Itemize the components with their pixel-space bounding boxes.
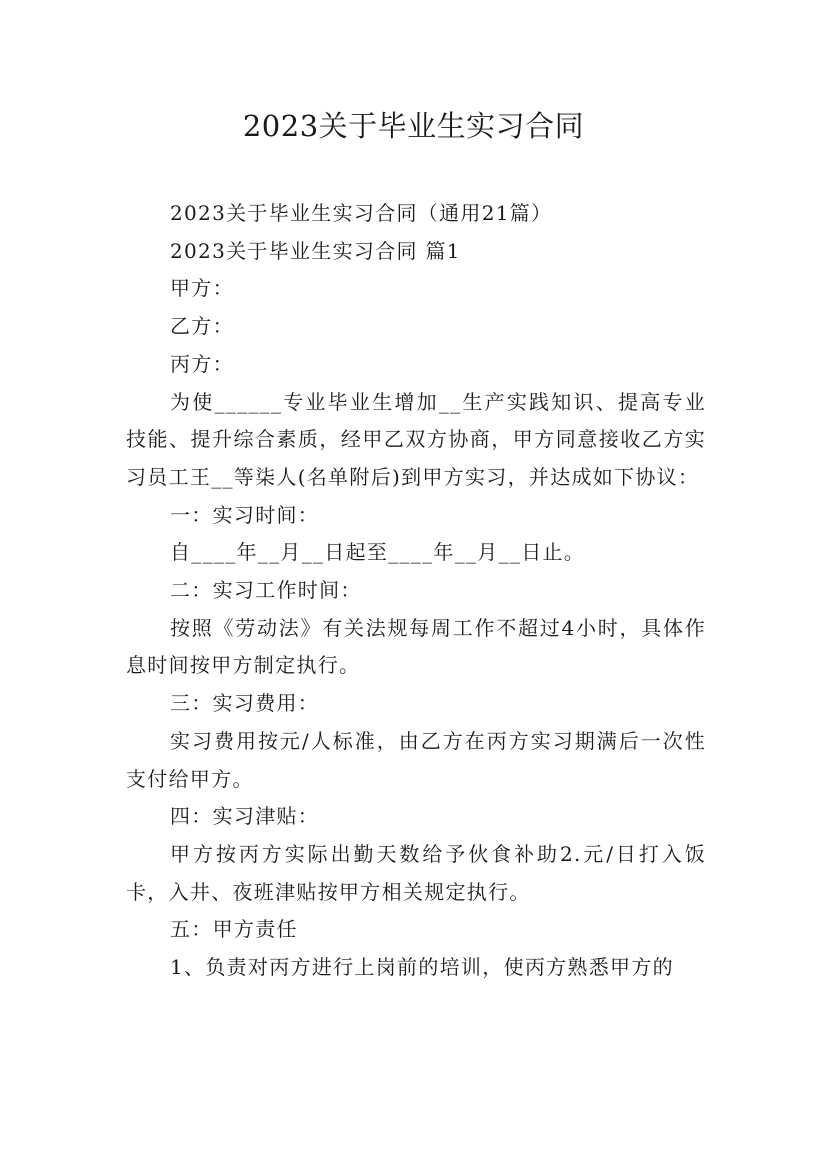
- paragraph-heading-5: 五：甲方责任: [170, 917, 298, 942]
- paragraph-duty-1: 1、负责对丙方进行上岗前的培训，使丙方熟悉甲方的: [170, 955, 674, 980]
- document-title: 2023关于毕业生实习合同: [242, 109, 585, 143]
- paragraph-heading-4: 四：实习津贴：: [170, 804, 320, 829]
- paragraph-heading-2: 二：实习工作时间：: [170, 578, 362, 603]
- paragraph-party-a: 甲方：: [170, 276, 234, 301]
- paragraph-period: 自____年__月__日起至____年__月__日止。: [170, 540, 586, 565]
- paragraph-heading-3: 三：实习费用：: [170, 691, 320, 716]
- paragraph-hours: 按照《劳动法》有关法规每周工作不超过4小时，具体作息时间按甲方制定执行。: [126, 615, 706, 678]
- paragraph-fees: 实习费用按元/人标准，由乙方在丙方实习期满后一次性支付给甲方。: [126, 728, 706, 791]
- paragraph-section-heading: 2023关于毕业生实习合同 篇1: [170, 238, 461, 263]
- paragraph-allowance: 甲方按丙方实际出勤天数给予伙食补助2.元/日打入饭卡，入井、夜班津贴按甲方相关规定执行。: [126, 841, 706, 904]
- paragraph-party-c: 丙方：: [170, 351, 234, 376]
- paragraph-party-b: 乙方：: [170, 314, 234, 339]
- paragraph-subtitle: 2023关于毕业生实习合同（通用21篇）: [170, 201, 553, 225]
- paragraph-heading-1: 一：实习时间：: [170, 502, 320, 527]
- document-body: [126, 195, 706, 987]
- paragraph-preamble: 为使______专业毕业生增加__生产实践知识、提高专业技能、提升综合素质，经甲乙双方协商，甲方同意接收乙方实习员工王__等柒人(名单附后)到甲方实习，并达成如下协议：: [126, 389, 706, 489]
